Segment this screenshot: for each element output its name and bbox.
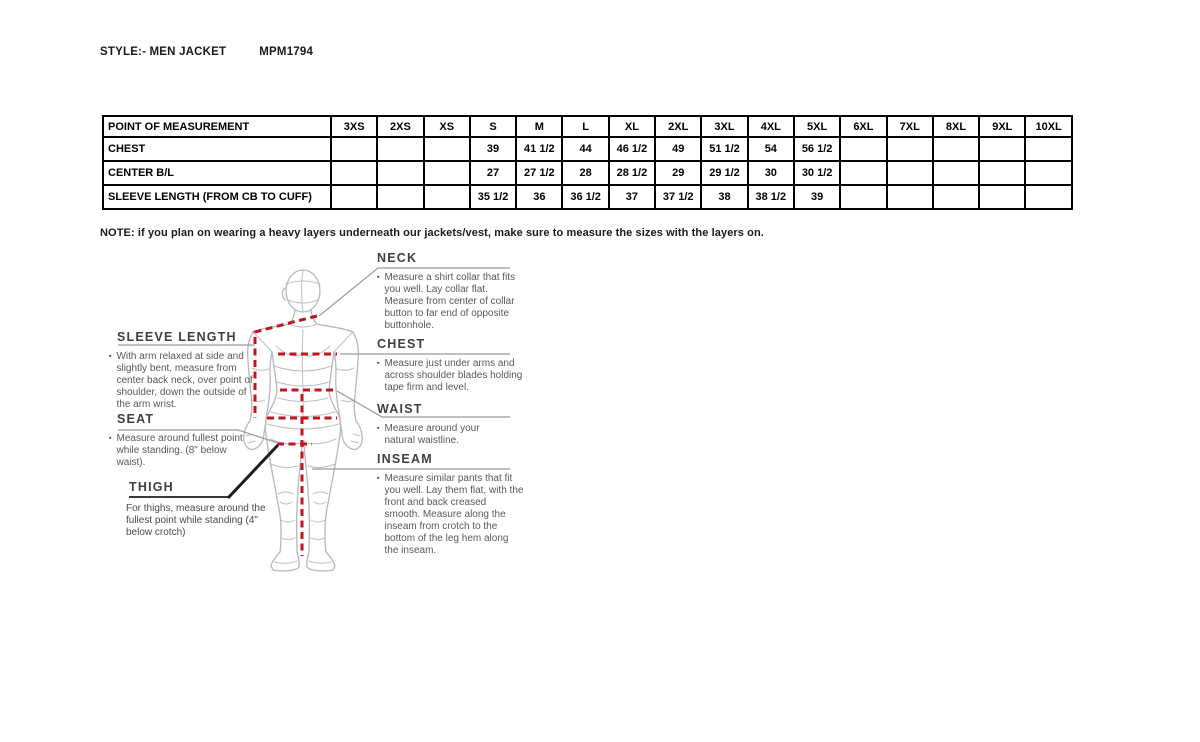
waist-instructions: Measure around your natural waistline. — [384, 423, 480, 446]
size-value-cell — [424, 185, 470, 209]
size-value-cell — [840, 185, 886, 209]
size-value-cell — [887, 161, 933, 185]
size-value-cell: 28 1/2 — [609, 161, 655, 185]
size-value-cell: 27 1/2 — [516, 161, 562, 185]
size-column-header: 10XL — [1025, 116, 1071, 137]
size-value-cell — [377, 185, 423, 209]
section-inseam — [377, 452, 524, 557]
size-value-cell — [933, 137, 979, 161]
size-column-header: 7XL — [887, 116, 933, 137]
size-value-cell — [979, 185, 1025, 209]
size-table-body — [103, 137, 1072, 209]
size-value-cell: 37 1/2 — [655, 185, 701, 209]
size-value-cell: 56 1/2 — [794, 137, 840, 161]
size-column-header: S — [470, 116, 516, 137]
document-title — [100, 46, 313, 58]
size-value-cell: 51 1/2 — [701, 137, 747, 161]
size-value-cell: 35 1/2 — [470, 185, 516, 209]
inseam-heading: INSEAM — [377, 452, 433, 466]
size-column-header: 8XL — [933, 116, 979, 137]
size-value-cell: 38 — [701, 185, 747, 209]
section-sleeve-length — [109, 330, 255, 411]
size-value-cell: 36 1/2 — [562, 185, 608, 209]
neck-heading: NECK — [377, 251, 418, 265]
bullet-square-icon: ▪ — [377, 274, 380, 281]
size-column-header: 9XL — [979, 116, 1025, 137]
size-value-cell: 39 — [794, 185, 840, 209]
size-column-header: XL — [609, 116, 655, 137]
bullet-square-icon: ▪ — [109, 353, 112, 360]
size-value-cell — [377, 161, 423, 185]
inseam-instructions: Measure similar pants that fit you well. Lay them flat, with the front and back creased smooth. Measure along the inseam from crotch to the bottom of the leg hem along the inseam. — [384, 473, 524, 556]
section-neck — [377, 251, 517, 332]
note-text: NOTE: if you plan on wearing a heavy layers underneath our jackets/vest, make sure to measure the sizes with the layers on. — [100, 227, 764, 239]
size-value-cell — [933, 161, 979, 185]
size-value-cell — [331, 137, 377, 161]
size-column-header: 6XL — [840, 116, 886, 137]
table-row — [103, 185, 1072, 209]
thigh-instructions: For thighs, measure around the fullest point while standing (4" below crotch) — [126, 503, 266, 538]
table-row — [103, 161, 1072, 185]
size-value-cell — [331, 161, 377, 185]
style-label: STYLE:- MEN JACKET — [100, 46, 227, 58]
bullet-square-icon: ▪ — [377, 475, 380, 482]
size-value-cell — [840, 161, 886, 185]
bullet-square-icon: ▪ — [377, 425, 380, 432]
measurement-label-cell: CENTER B/L — [103, 161, 331, 185]
size-value-cell — [840, 137, 886, 161]
seat-heading: SEAT — [117, 412, 155, 426]
section-waist — [377, 402, 507, 447]
waist-heading: WAIST — [377, 402, 423, 416]
size-column-header: L — [562, 116, 608, 137]
size-column-header: 4XL — [748, 116, 794, 137]
size-value-cell: 36 — [516, 185, 562, 209]
bullet-square-icon: ▪ — [109, 435, 112, 442]
size-table-header-row — [103, 116, 1072, 137]
measurement-label-cell: SLEEVE LENGTH (FROM CB TO CUFF) — [103, 185, 331, 209]
sleeve-length-dash-line — [255, 316, 317, 418]
size-value-cell: 37 — [609, 185, 655, 209]
size-value-cell: 49 — [655, 137, 701, 161]
size-column-header: 5XL — [794, 116, 840, 137]
size-value-cell — [887, 137, 933, 161]
size-column-header: M — [516, 116, 562, 137]
size-value-cell: 30 — [748, 161, 794, 185]
size-value-cell: 28 — [562, 161, 608, 185]
measurement-label-cell: CHEST — [103, 137, 331, 161]
size-value-cell — [424, 137, 470, 161]
sleeve-length-heading: SLEEVE LENGTH — [117, 330, 237, 344]
size-value-cell: 41 1/2 — [516, 137, 562, 161]
size-value-cell: 54 — [748, 137, 794, 161]
size-value-cell — [1025, 137, 1071, 161]
size-value-cell: 46 1/2 — [609, 137, 655, 161]
size-value-cell — [933, 185, 979, 209]
style-code: MPM1794 — [259, 46, 314, 58]
chest-heading: CHEST — [377, 337, 426, 351]
size-column-header: 2XS — [377, 116, 423, 137]
size-value-cell: 38 1/2 — [748, 185, 794, 209]
size-column-header: POINT OF MEASUREMENT — [103, 116, 331, 137]
size-column-header: 3XL — [701, 116, 747, 137]
size-table-container — [102, 115, 1071, 210]
thigh-heading: THIGH — [129, 480, 174, 494]
seat-instructions: Measure around fullest point while standing. (8" below waist). — [116, 433, 243, 468]
bullet-square-icon: ▪ — [377, 360, 380, 367]
size-value-cell — [979, 137, 1025, 161]
size-value-cell — [887, 185, 933, 209]
chest-instructions: Measure just under arms and across shoulder blades holding tape firm and level. — [384, 358, 523, 393]
section-chest — [377, 337, 524, 394]
size-value-cell — [377, 137, 423, 161]
size-value-cell: 30 1/2 — [794, 161, 840, 185]
size-value-cell — [1025, 185, 1071, 209]
sleeve-length-instructions: With arm relaxed at side and slightly bent, measure from center back neck, over point of shoulder, down the outside of the arm wrist. — [116, 351, 253, 410]
size-column-header: XS — [424, 116, 470, 137]
size-value-cell — [979, 161, 1025, 185]
size-value-cell: 29 1/2 — [701, 161, 747, 185]
size-value-cell: 44 — [562, 137, 608, 161]
size-value-cell — [424, 161, 470, 185]
size-value-cell — [1025, 161, 1071, 185]
size-value-cell: 27 — [470, 161, 516, 185]
size-value-cell: 29 — [655, 161, 701, 185]
size-value-cell — [331, 185, 377, 209]
size-value-cell: 39 — [470, 137, 516, 161]
size-column-header: 2XL — [655, 116, 701, 137]
section-thigh — [126, 480, 286, 539]
table-row — [103, 137, 1072, 161]
section-seat — [109, 412, 243, 469]
neck-instructions: Measure a shirt collar that fits you well. Lay collar flat. Measure from center of collar button to far end of opposite buttonhole. — [384, 272, 516, 331]
size-table — [102, 115, 1073, 210]
size-column-header: 3XS — [331, 116, 377, 137]
